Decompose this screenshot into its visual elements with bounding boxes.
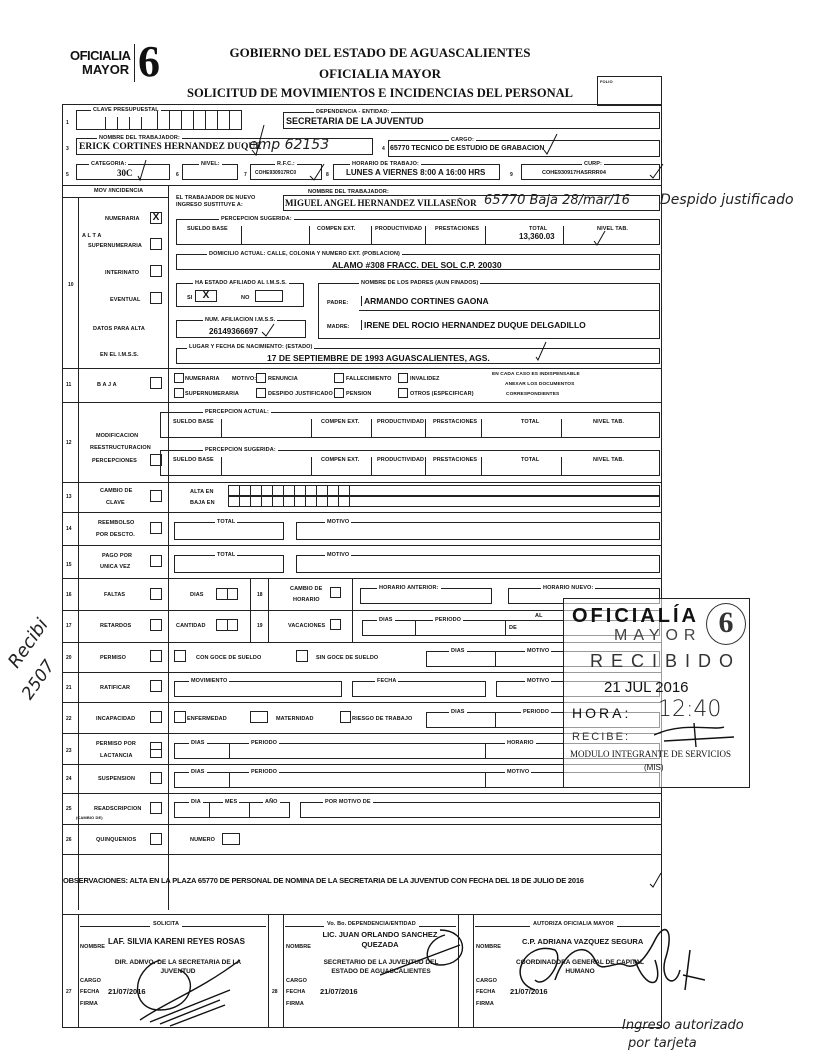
fallecimiento-label: FALLECIMIENTO: [346, 376, 392, 382]
row-number: 28: [272, 989, 278, 995]
padre-value[interactable]: ARMANDO CORTINES GAONA: [361, 296, 489, 306]
motivo-label: MOTIVO: [527, 678, 550, 684]
dias-label: DIAS: [191, 740, 205, 746]
categoria-label: CATEGORIA:: [91, 161, 127, 167]
dias-label: DIAS: [451, 648, 465, 654]
sueldo-base-label: SUELDO BASE: [173, 457, 214, 463]
row-number: 17: [66, 623, 72, 629]
productividad-label: PRODUCTIVIDAD: [377, 419, 425, 425]
stamp-mis: (MIS): [644, 763, 664, 772]
faltas-label: FALTAS: [104, 592, 126, 598]
row-number: 18: [257, 592, 263, 598]
dias-label: DIAS: [379, 617, 393, 623]
fecha-label: FECHA: [80, 989, 100, 995]
despido-label: DESPIDO JUSTIFICADO: [268, 391, 333, 397]
afiliacion-imss-value: 26149366697: [209, 327, 258, 336]
cambio-clave-label-2: CLAVE: [106, 500, 125, 506]
total-label: TOTAL: [521, 419, 540, 425]
baja-note-1: EN CADA CASO ES INDISPENSABLE: [492, 372, 580, 377]
vobo-cargo: SECRETARIO DE LA JUVENTUD DEL ESTADO DE AGUASCALIENTES: [323, 959, 439, 975]
nombre-trabajador-value: ERICK CORTINES HERNANDEZ DUQUE: [79, 142, 262, 152]
motivo-label: MOTIVO:: [232, 376, 257, 382]
row-number: 26: [66, 837, 72, 843]
fecha-label: FECHA: [377, 678, 397, 684]
field-number: 4: [382, 146, 385, 152]
alta-label: A L T A: [82, 233, 102, 239]
maternidad-label: MATERNIDAD: [276, 716, 314, 722]
handwritten-margin-date: 2507: [18, 656, 60, 704]
categoria-value: 30C: [117, 168, 133, 178]
solicita-header: SOLICITA: [150, 921, 182, 927]
productividad-label: PRODUCTIVIDAD: [375, 226, 423, 232]
prestaciones-label: PRESTACIONES: [435, 226, 480, 232]
handwritten-note-line1: Ingreso autorizado: [622, 1018, 744, 1033]
row-number: 10: [68, 282, 74, 288]
cargo-label: CARGO:: [451, 137, 474, 143]
numero-label: NUMERO: [190, 837, 216, 843]
vobo-fecha: 21/07/2016: [320, 987, 358, 996]
handwritten-despido-note: Despido justificado: [660, 192, 794, 208]
observaciones-text[interactable]: OBSERVACIONES: ALTA EN LA PLAZA 65770 DE PERSONAL DE NOMINA DE LA SECRETARIA DE LA JUVENTUD CON FECHA DEL 18 DE JULIO DE 2016: [63, 876, 584, 885]
sin-goce-label: SIN GOCE DE SUELDO: [316, 655, 379, 661]
mov-incidencia-header: MOV /INCIDENCIA: [94, 188, 144, 194]
percepciones-label: PERCEPCIONES: [92, 458, 137, 464]
rfc-value: COHE930917RC0: [255, 170, 297, 176]
si-label: SI: [187, 295, 193, 301]
readscripcion-label: READSCRIPCION: [94, 806, 142, 812]
row-number: 12: [66, 440, 72, 446]
padres-label: NOMBRE DE LOS PADRES (AUN FINADOS): [361, 280, 479, 286]
row-number: 23: [66, 748, 72, 754]
handwritten-employee-number: emp 62153: [249, 137, 330, 153]
vobo-nombre: LIC. JUAN ORLANDO SANCHEZ QUEZADA: [322, 930, 438, 949]
datos-alta-label: DATOS PARA ALTA: [93, 326, 145, 332]
motivo-label: MOTIVO: [327, 519, 350, 525]
fecha-label: FECHA: [476, 989, 496, 995]
total-label: TOTAL: [217, 552, 236, 558]
compen-ext-label: COMPEN EXT.: [321, 419, 360, 425]
field-number: 6: [176, 172, 179, 178]
firma-label: FIRMA: [286, 1001, 304, 1007]
stamp-modulo: MODULO INTEGRANTE DE SERVICIOS: [570, 749, 732, 759]
periodo-label: PERIODO: [523, 709, 550, 715]
total-value: 13,360.03: [519, 232, 555, 241]
baja-numeraria-label: NUMERARIA: [185, 376, 220, 382]
nivel-label: NIVEL:: [201, 161, 220, 167]
anio-label: AÑO: [265, 799, 278, 805]
solicita-nombre: LAF. SILVIA KARENI REYES ROSAS: [108, 937, 245, 946]
nivel-tab-label: NIVEL TAB.: [593, 457, 625, 463]
otros-label: OTROS (ESPECIFICAR): [410, 391, 474, 397]
supernumeraria-label: SUPERNUMERARIA: [88, 243, 142, 249]
sueldo-base-label: SUELDO BASE: [187, 226, 228, 232]
horario-anterior-label: HORARIO ANTERIOR:: [379, 585, 439, 591]
cargo-label: CARGO: [476, 978, 497, 984]
vacaciones-label: VACACIONES: [288, 623, 326, 629]
cambio-horario-label-1: CAMBIO DE: [290, 586, 323, 592]
dependencia-value: SECRETARIA DE LA JUVENTUD: [286, 116, 424, 126]
cargo-value: 65770 TECNICO DE ESTUDIO DE GRABACION: [390, 145, 545, 152]
nombre-label: NOMBRE: [286, 944, 312, 950]
baja-supernumeraria-label: SUPERNUMERARIA: [185, 391, 239, 397]
row-number: 20: [66, 655, 72, 661]
total-label: TOTAL: [217, 519, 236, 525]
periodo-label: PERIODO: [251, 740, 278, 746]
stamp-hora-value: 12:40: [658, 697, 722, 722]
clave-label: CLAVE PRESUPUESTAL: [93, 107, 159, 113]
baja-label: B A J A: [97, 382, 117, 388]
handwritten-baja-note: 65770 Baja 28/mar/16: [484, 193, 630, 208]
madre-label: MADRE:: [327, 324, 350, 330]
sustituye-label-1: EL TRABAJADOR DE NUEVO: [176, 195, 256, 201]
percepcion-sugerida-label: PERCEPCION SUGERIDA:: [205, 447, 276, 453]
reembolso-label-1: REEMBOLSO: [98, 520, 135, 526]
modificacion-label: MODIFICACION: [96, 433, 139, 439]
stamp-oficialia: OFICIALÍA: [572, 605, 699, 627]
mes-label: MES: [225, 799, 238, 805]
dias-label: DIAS: [451, 709, 465, 715]
enfermedad-label: ENFERMEDAD: [187, 716, 227, 722]
horario-label: HORARIO: [507, 740, 534, 746]
domicilio-value: ALAMO #308 FRACC. DEL SOL C.P. 20030: [332, 260, 502, 270]
cambio-clave-label-1: CAMBIO DE: [100, 488, 133, 494]
sueldo-base-label: SUELDO BASE: [173, 419, 214, 425]
nombre-label: NOMBRE: [476, 944, 502, 950]
solicita-fecha: 21/07/2016: [108, 987, 146, 996]
firma-label: FIRMA: [80, 1001, 98, 1007]
imss-afiliado-label: HA ESTADO AFILIADO AL I.M.S.S.: [195, 280, 287, 286]
pension-label: PENSION: [346, 391, 372, 397]
firma-label: FIRMA: [476, 1001, 494, 1007]
autoriza-nombre: C.P. ADRIANA VAZQUEZ SEGURA: [522, 937, 644, 946]
logo-text-2: MAYOR: [82, 62, 130, 77]
row-number: 21: [66, 685, 72, 691]
stamp-recibe: RECIBE:: [572, 731, 631, 743]
suspension-label: SUSPENSION: [98, 776, 136, 782]
horario-trabajo-label: HORARIO DE TRABAJO:: [352, 161, 419, 167]
logo-six-icon: 6: [138, 37, 160, 86]
percepcion-sugerida-label: PERCEPCION SUGERIDA:: [221, 216, 292, 222]
reestructuracion-label: REESTRUCTURACION: [90, 445, 151, 451]
cargo-label: CARGO: [286, 978, 307, 984]
stamp-recibido: RECIBIDO: [590, 651, 742, 671]
renuncia-label: RENUNCIA: [268, 376, 298, 382]
vobo-header: Vo. Bo. DEPENDENCIA/ENTIDAD: [324, 921, 419, 927]
handwritten-margin-recibi: Recibi: [4, 615, 53, 673]
stamp-date: 21 JUL 2016: [604, 679, 689, 696]
sustituye-label-2: INGRESO SUSTITUYE A:: [176, 202, 243, 208]
movimiento-label: MOVIMIENTO: [191, 678, 228, 684]
autoriza-fecha: 21/07/2016: [510, 987, 548, 996]
incapacidad-label: INCAPACIDAD: [96, 716, 136, 722]
curp-value: COHE930917HASRRR04: [542, 170, 606, 176]
baja-note-3: CORRESPONDIENTES: [506, 392, 560, 397]
field-number: 9: [510, 172, 513, 178]
total-label: TOTAL: [529, 226, 548, 232]
no-label: NO: [241, 295, 250, 301]
eventual-label: EVENTUAL: [110, 297, 141, 303]
nombre-label: NOMBRE: [80, 944, 106, 950]
row-number: 27: [66, 989, 72, 995]
dias-label: DIAS: [191, 769, 205, 775]
row-number: 14: [66, 526, 72, 532]
con-goce-label: CON GOCE DE SUELDO: [196, 655, 262, 661]
row-number: 25: [66, 806, 72, 812]
handwritten-note-line2: por tarjeta: [628, 1036, 697, 1051]
motivo-label: MOTIVO: [527, 648, 550, 654]
dias-label: DIAS: [190, 592, 204, 598]
total-label: TOTAL: [521, 457, 540, 463]
row-number: 22: [66, 716, 72, 722]
cantidad-label: CANTIDAD: [176, 623, 206, 629]
autoriza-header: AUTORIZA OFICIALIA MAYOR: [530, 921, 617, 927]
logo-text-1: OFICIALIA: [70, 48, 131, 63]
lactancia-label-2: LACTANCIA: [100, 753, 133, 759]
interinato-label: INTERINATO: [105, 270, 140, 276]
nivel-tab-label: NIVEL TAB.: [597, 226, 629, 232]
si-checkbox[interactable]: X: [195, 290, 217, 302]
field-number: 8: [326, 172, 329, 178]
horario-nuevo-label: HORARIO NUEVO:: [543, 585, 594, 591]
motivo-label: MOTIVO: [327, 552, 350, 558]
field-number: 7: [244, 172, 247, 178]
por-motivo-label: POR MOTIVO DE: [325, 799, 371, 805]
productividad-label: PRODUCTIVIDAD: [377, 457, 425, 463]
stamp-hora-label: HORA:: [572, 705, 632, 721]
numeraria-label: NUMERARIA: [105, 216, 140, 222]
prestaciones-label: PRESTACIONES: [433, 419, 478, 425]
ratificar-label: RATIFICAR: [100, 685, 131, 691]
reembolso-label-2: POR DESCTO.: [96, 532, 135, 538]
riesgo-trabajo-label: RIESGO DE TRABAJO: [352, 716, 413, 722]
row-number: 15: [66, 562, 72, 568]
compen-ext-label: COMPEN EXT.: [321, 457, 360, 463]
de-label: DE: [509, 625, 517, 631]
datos-imss-label: EN EL I.M.S.S.: [100, 352, 139, 358]
row-number: 19: [257, 623, 263, 629]
permiso-label: PERMISO: [100, 655, 127, 661]
horario-trabajo-value: LUNES A VIERNES 8:00 A 16:00 HRS: [346, 168, 486, 177]
domicilio-label: DOMICILIO ACTUAL: CALLE, COLONIA Y NUMERO EXT. (POBLACION): [209, 251, 400, 257]
compen-ext-label: COMPEN EXT.: [317, 226, 356, 232]
dependencia-label: DEPENDENCIA - ENTIDAD:: [316, 109, 390, 115]
solicita-cargo: DIR. ADMVO. DE LA SECRETARIA DE LA JUVENTUD: [114, 959, 242, 975]
header-title-1: GOBIERNO DEL ESTADO DE AGUASCALIENTES: [229, 45, 531, 60]
row-number: 11: [66, 382, 72, 388]
invalidez-label: INVALIDEZ: [410, 376, 440, 382]
sustituye-nombre-label: NOMBRE DEL TRABAJADOR:: [308, 189, 389, 195]
dia-label: DIA: [191, 799, 201, 805]
autoriza-cargo: COORDINADORA GENERAL DE CAPITAL HUMANO: [515, 959, 645, 975]
nacimiento-value: 17 DE SEPTIEMBRE DE 1993 AGUASCALIENTES, AGS.: [267, 353, 490, 363]
motivo-label: MOTIVO: [507, 769, 530, 775]
stamp-mayor: MAYOR: [614, 627, 702, 644]
rfc-label: R.F.C.:: [277, 161, 295, 167]
sustituye-nombre-value: MIGUEL ANGEL HERNANDEZ VILLASEÑOR: [285, 198, 477, 208]
row-number: 13: [66, 494, 72, 500]
row-number: 24: [66, 776, 72, 782]
cambio-horario-label-2: HORARIO: [293, 597, 320, 603]
madre-value[interactable]: IRENE DEL ROCIO HERNANDEZ DUQUE DELGADILLO: [361, 320, 586, 330]
readscripcion-sublabel: (CAMBIO DE): [76, 815, 103, 820]
field-number: 5: [66, 172, 69, 178]
afiliacion-imss-label: NUM. AFILIACION I.M.S.S.: [205, 317, 276, 323]
field-number: 1: [66, 120, 69, 126]
folio-label: FOLIO: [600, 79, 613, 84]
padre-label: PADRE:: [327, 300, 349, 306]
header-title-2: OFICIALIA MAYOR: [319, 66, 441, 81]
field-number: 3: [66, 146, 69, 152]
percepcion-actual-label: PERCEPCION ACTUAL:: [205, 409, 269, 415]
pago-unica-label-1: PAGO POR: [102, 553, 133, 559]
fecha-label: FECHA: [286, 989, 306, 995]
numeraria-checkbox[interactable]: X: [150, 212, 162, 224]
baja-note-2: ANEXAR LOS DOCUMENTOS: [505, 382, 575, 387]
prestaciones-label: PRESTACIONES: [433, 457, 478, 463]
quinquenios-label: QUINQUENIOS: [96, 837, 137, 843]
al-label: AL: [535, 613, 543, 619]
curp-label: CURP:: [584, 161, 602, 167]
periodo-label: PERIODO: [435, 617, 462, 623]
lactancia-label-1: PERMISO POR: [96, 741, 136, 747]
periodo-label: PERIODO: [251, 769, 278, 775]
baja-en-label: BAJA EN: [190, 500, 215, 506]
nombre-trabajador-label: NOMBRE DEL TRABAJADOR:: [99, 135, 180, 141]
stamp-logo-icon: 6: [706, 603, 746, 645]
pago-unica-label-2: UNICA VEZ: [100, 564, 131, 570]
nacimiento-label: LUGAR Y FECHA DE NACIMIENTO: (ESTADO): [189, 344, 313, 350]
nivel-tab-label: NIVEL TAB.: [593, 419, 625, 425]
cargo-label: CARGO: [80, 978, 101, 984]
row-number: 16: [66, 592, 72, 598]
alta-en-label: ALTA EN: [190, 489, 214, 495]
header-title-3: SOLICITUD DE MOVIMIENTOS E INCIDENCIAS DEL PERSONAL: [187, 86, 573, 100]
retardos-label: RETARDOS: [100, 623, 132, 629]
